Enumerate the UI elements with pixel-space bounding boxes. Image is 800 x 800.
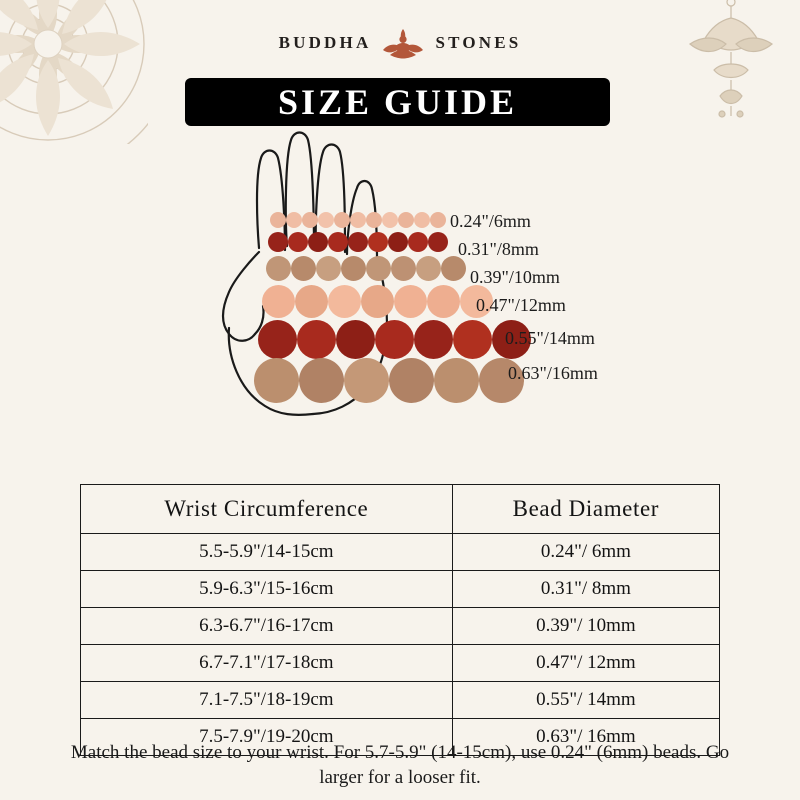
bead	[389, 358, 434, 403]
bead	[254, 358, 299, 403]
bead	[430, 212, 446, 228]
bead	[258, 320, 297, 359]
cell-wrist: 7.5-7.9"/19-20cm	[81, 719, 453, 756]
bead	[268, 232, 288, 252]
bead-strand-row	[258, 320, 531, 359]
lotus-ornament-icon	[676, 0, 786, 126]
bead	[366, 256, 391, 281]
bead	[328, 285, 361, 318]
column-header-bead: Bead Diameter	[452, 485, 719, 534]
bead	[328, 232, 348, 252]
cell-wrist: 5.5-5.9"/14-15cm	[81, 534, 453, 571]
bead-strand-row	[254, 358, 524, 403]
cell-wrist: 7.1-7.5"/18-19cm	[81, 682, 453, 719]
bead	[375, 320, 414, 359]
bead	[297, 320, 336, 359]
size-table	[80, 484, 720, 756]
cell-bead: 0.39"/ 10mm	[452, 608, 719, 645]
cell-bead: 0.47"/ 12mm	[452, 645, 719, 682]
bead	[270, 212, 286, 228]
bead	[434, 358, 479, 403]
bead	[334, 212, 350, 228]
bead-strand-row	[262, 285, 493, 318]
lotus-meditation-figure-icon	[381, 26, 425, 60]
bead	[427, 285, 460, 318]
bead	[308, 232, 328, 252]
bead	[318, 212, 334, 228]
bead	[414, 320, 453, 359]
bead-strand-row	[268, 232, 448, 252]
bead	[316, 256, 341, 281]
bead-size-label: 0.39"/10mm	[470, 267, 560, 287]
bead	[299, 358, 344, 403]
bead-size-label: 0.31"/8mm	[458, 239, 539, 259]
table-row	[81, 682, 720, 719]
footer-note: Match the bead size to your wrist. For 5.7-5.9" (14-15cm), use 0.24" (6mm) beads. Go larger for a looser fit.	[70, 742, 730, 789]
bead	[266, 256, 291, 281]
bead	[336, 320, 375, 359]
cell-wrist: 6.3-6.7"/16-17cm	[81, 608, 453, 645]
table-row	[81, 571, 720, 608]
cell-bead: 0.63"/ 16mm	[452, 719, 719, 756]
brand-word-right: STONES	[435, 33, 522, 52]
bead	[361, 285, 394, 318]
bead	[388, 232, 408, 252]
bead-size-label: 0.55"/14mm	[505, 328, 595, 348]
bead	[344, 358, 389, 403]
cell-bead: 0.24"/ 6mm	[452, 534, 719, 571]
bead	[416, 256, 441, 281]
mandala-ornament-icon	[0, 0, 148, 149]
bead-strand-row	[266, 256, 466, 281]
bead	[394, 285, 427, 318]
bracelet-illustration	[0, 128, 800, 468]
bead	[366, 212, 382, 228]
bead	[348, 232, 368, 252]
cell-bead: 0.55"/ 14mm	[452, 682, 719, 719]
bead	[262, 285, 295, 318]
bead	[291, 256, 316, 281]
brand-header	[0, 26, 800, 60]
brand-word-left: BUDDHA	[278, 33, 372, 52]
page-title-text: SIZE GUIDE	[277, 82, 518, 122]
bead	[288, 232, 308, 252]
cell-bead: 0.31"/ 8mm	[452, 571, 719, 608]
cell-wrist: 5.9-6.3"/15-16cm	[81, 571, 453, 608]
bead	[368, 232, 388, 252]
bead	[286, 212, 302, 228]
bead	[398, 212, 414, 228]
table-row	[81, 645, 720, 682]
table-row	[81, 534, 720, 571]
bead-size-label: 0.63"/16mm	[508, 363, 598, 383]
cell-wrist: 6.7-7.1"/17-18cm	[81, 645, 453, 682]
bead	[295, 285, 328, 318]
bead-strand-row	[270, 212, 446, 228]
table-header-row	[81, 485, 720, 534]
bead	[453, 320, 492, 359]
bead	[391, 256, 416, 281]
bead	[302, 212, 318, 228]
column-header-wrist: Wrist Circumference	[81, 485, 453, 534]
bead-size-label: 0.47"/12mm	[476, 295, 566, 315]
bead	[408, 232, 428, 252]
bead	[382, 212, 398, 228]
bead	[428, 232, 448, 252]
table-row	[81, 608, 720, 645]
bead-size-label: 0.24"/6mm	[450, 211, 531, 231]
bead	[350, 212, 366, 228]
bead	[414, 212, 430, 228]
page-title	[185, 78, 610, 126]
bead	[341, 256, 366, 281]
